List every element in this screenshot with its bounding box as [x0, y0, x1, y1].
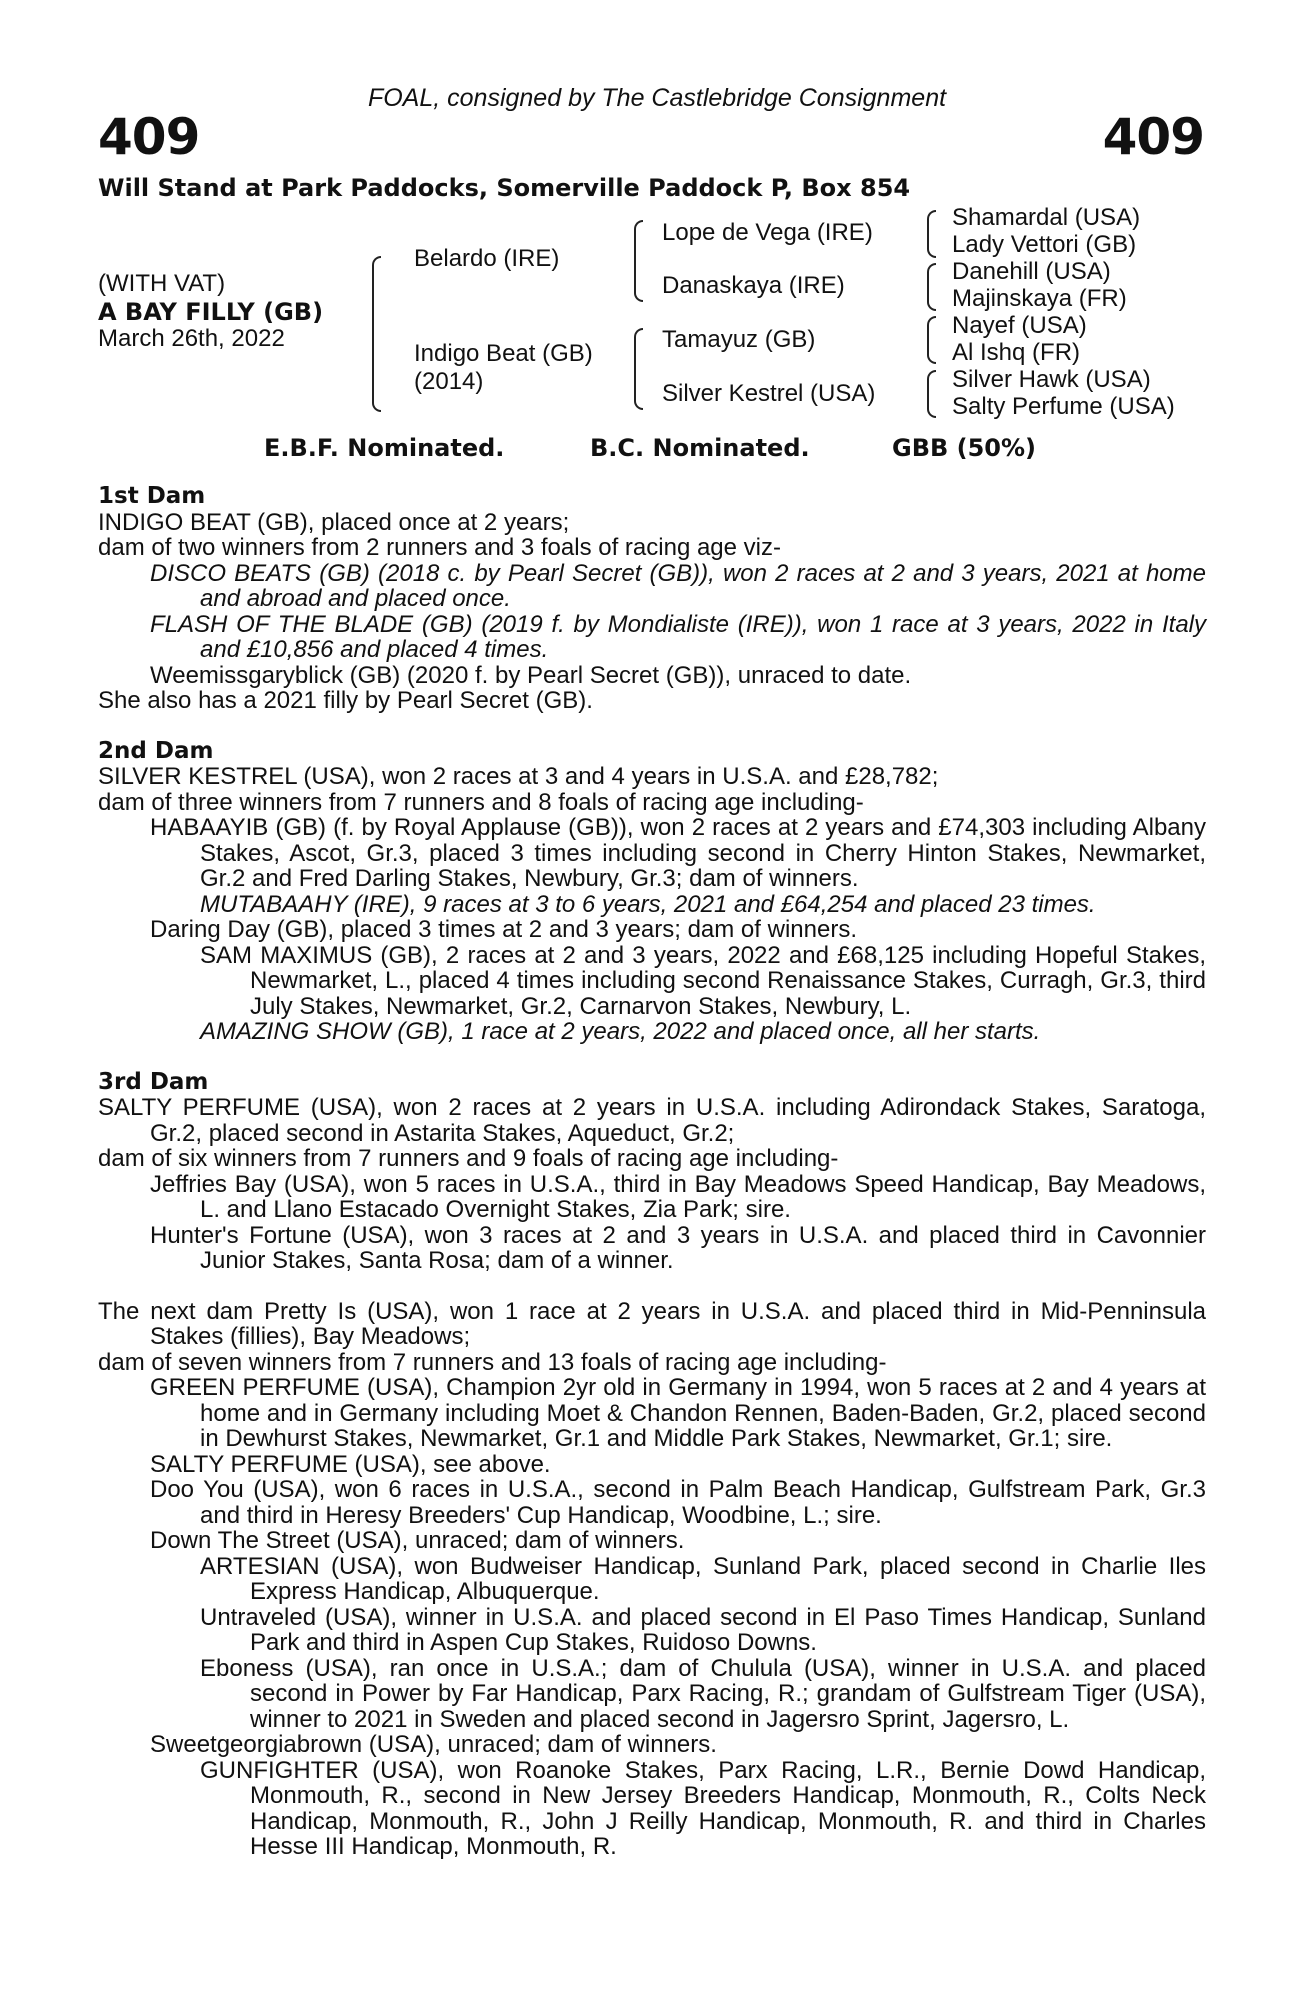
lot-name: A BAY FILLY (GB): [98, 298, 324, 326]
brace-sire-line: [634, 220, 643, 302]
second-dam-heading: 2nd Dam: [98, 737, 214, 764]
gg-7: Silver Hawk (USA): [952, 366, 1151, 393]
brace-g4: [927, 370, 936, 418]
second-dam-line: MUTABAAHY (IRE), 9 races at 3 to 6 years, 2021 and £64,254 and placed 23 times.: [200, 890, 1096, 918]
brace-dam-line: [634, 328, 643, 410]
first-dam-line: dam of two winners from 2 runners and 3 foals of racing age viz-: [98, 534, 781, 561]
gg-4: Majinskaya (FR): [952, 285, 1127, 312]
vat-note: (WITH VAT): [98, 270, 226, 297]
third-dam-line: dam of six winners from 7 runners and 9 foals of racing age including-: [98, 1145, 839, 1172]
third-dam-line: Hunter's Fortune (USA), won 3 races at 2 and 3 years in U.S.A. and placed third in Cavonnier Junior Stakes, Santa Rosa; dam of a winner.: [150, 1221, 1206, 1274]
second-dam-line: HABAAYIB (GB) (f. by Royal Applause (GB)), won 2 races at 2 years and £74,303 including Albany Stakes, Ascot, Gr.3, placed 3 times including second in Cherry Hinton Stakes, Newmarket, Gr.2 and Fred Darling Stakes, Newbury, Gr.3; dam of winners.: [150, 814, 1206, 892]
next-dam-line: Sweetgeorgiabrown (USA), unraced; dam of winners.: [150, 1731, 717, 1758]
first-dam-line: INDIGO BEAT (GB), placed once at 2 years;: [98, 508, 570, 536]
first-dam-line: Weemissgaryblick (GB) (2020 f. by Pearl Secret (GB)), unraced to date.: [150, 661, 912, 689]
next-dam-line: SALTY PERFUME (USA), see above.: [150, 1450, 551, 1478]
second-dam-line: dam of three winners from 7 runners and 8 foals of racing age including-: [98, 788, 864, 816]
first-dam-line: She also has a 2021 filly by Pearl Secret (GB).: [98, 687, 593, 714]
dam-dam: Silver Kestrel (USA): [662, 380, 876, 407]
gg-2: Lady Vettori (GB): [952, 231, 1137, 258]
brace-g1: [927, 210, 936, 258]
third-dam-line: SALTY PERFUME (USA), won 2 races at 2 years in U.S.A. including Adirondack Stakes, Saratoga, Gr.2, placed second in Astarita Stakes, Aqueduct, Gr.2;: [98, 1094, 1206, 1147]
stand-location: Will Stand at Park Paddocks, Somerville Paddock P, Box 854: [98, 174, 911, 202]
produce-record: [98, 484, 1206, 1860]
next-dam-line: Doo You (USA), won 6 races in U.S.A., second in Palm Beach Handicap, Gulfstream Park, Gr.3 and third in Heresy Breeders' Cup Handicap, Woodbine, L.; sire.: [150, 1476, 1206, 1529]
gg-5: Nayef (USA): [952, 312, 1087, 339]
second-dam-line: SAM MAXIMUS (GB), 2 races at 2 and 3 years, 2022 and £68,125 including Hopeful Stakes, Newmarket, L., placed 4 times including second Renaissance Stakes, Curragh, Gr.3, third July Stakes, Newmarket, Gr.2, Carnarvon Stakes, Newbury, L.: [200, 941, 1206, 1020]
lot-number-left: 409: [98, 108, 200, 166]
brace-g3: [927, 316, 936, 364]
first-dam-heading: 1st Dam: [98, 483, 206, 509]
next-dam-line: Eboness (USA), ran once in U.S.A.; dam of Chulula (USA), winner in U.S.A. and placed second in Power by Far Handicap, Parx Racing, R.; grandam of Gulfstream Tiger (USA), winner to 2021 in Sweden and placed second in Jagersro Sprint, Jagersro, L.: [200, 1654, 1206, 1733]
third-dam-heading: 3rd Dam: [98, 1068, 209, 1095]
first-dam-line: FLASH OF THE BLADE (GB) (2019 f. by Mondialiste (IRE)), won 1 race at 3 years, 2022 in Italy and £10,856 and placed 4 times.: [150, 610, 1206, 663]
next-dam-line: GREEN PERFUME (USA), Champion 2yr old in Germany in 1994, won 5 races at 2 and 4 years at home and in Germany including Moet & Chandon Rennen, Baden-Baden, Gr.2, placed second in Dewhurst Stakes, Newmarket, Gr.1 and Middle Park Stakes, Newmarket, Gr.1; sire.: [150, 1374, 1206, 1452]
gg-6: Al Ishq (FR): [952, 339, 1081, 366]
third-dam-line: Jeffries Bay (USA), won 5 races in U.S.A., third in Bay Meadows Speed Handicap, Bay Meadows, L. and Llano Estacado Overnight Stakes, Zia Park; sire.: [150, 1170, 1206, 1223]
sire-sire: Lope de Vega (IRE): [662, 219, 873, 246]
second-dam-line: SILVER KESTREL (USA), won 2 races at 3 and 4 years in U.S.A. and £28,782;: [98, 763, 939, 790]
foaling-date: March 26th, 2022: [98, 325, 285, 352]
gg-1: Shamardal (USA): [952, 204, 1141, 231]
first-dam-line: DISCO BEATS (GB) (2018 c. by Pearl Secret (GB)), won 2 races at 2 and 3 years, 2021 at home and abroad and placed once.: [150, 559, 1206, 612]
gg-3: Danehill (USA): [952, 258, 1111, 285]
gbb-status: GBB (50%): [892, 434, 1037, 462]
gg-8: Salty Perfume (USA): [952, 393, 1175, 420]
next-dam-line: Down The Street (USA), unraced; dam of winners.: [150, 1527, 685, 1554]
sire-name: Belardo (IRE): [414, 245, 560, 272]
dam-name: Indigo Beat (GB): [414, 340, 593, 367]
sire-dam: Danaskaya (IRE): [662, 272, 845, 299]
next-dam-line: Untraveled (USA), winner in U.S.A. and placed second in El Paso Times Handicap, Sunland Park and third in Aspen Cup Stakes, Ruidoso Downs.: [200, 1603, 1206, 1656]
next-dam-line: dam of seven winners from 7 runners and 13 foals of racing age including-: [98, 1348, 887, 1376]
bc-nomination: B.C. Nominated.: [590, 434, 810, 462]
lot-number-right: 409: [1102, 108, 1204, 166]
next-dam-line: GUNFIGHTER (USA), won Roanoke Stakes, Parx Racing, L.R., Bernie Dowd Handicap, Monmouth, R., second in New Jersey Breeders Handicap, Monmouth, R., Colts Neck Handicap, Monmouth, R., John J Reilly Handicap, Monmouth, R. and third in Charles Hesse III Handicap, Monmouth, R.: [200, 1756, 1206, 1860]
consignor-line: FOAL, consigned by The Castlebridge Consignment: [367, 84, 947, 112]
dam-year: (2014): [414, 368, 484, 395]
second-dam-line: Daring Day (GB), placed 3 times at 2 and 3 years; dam of winners.: [150, 916, 857, 943]
brace-g2: [927, 263, 936, 311]
brace-generation-1: [372, 256, 381, 412]
next-dam-line: ARTESIAN (USA), won Budweiser Handicap, Sunland Park, placed second in Charlie Iles Express Handicap, Albuquerque.: [200, 1552, 1206, 1605]
dam-sire: Tamayuz (GB): [662, 326, 816, 353]
next-dam-line: The next dam Pretty Is (USA), won 1 race at 2 years in U.S.A. and placed third in Mid-Penninsula Stakes (fillies), Bay Meadows;: [98, 1297, 1206, 1350]
second-dam-line: AMAZING SHOW (GB), 1 race at 2 years, 2022 and placed once, all her starts.: [200, 1018, 1041, 1045]
ebf-nomination: E.B.F. Nominated.: [264, 434, 505, 462]
